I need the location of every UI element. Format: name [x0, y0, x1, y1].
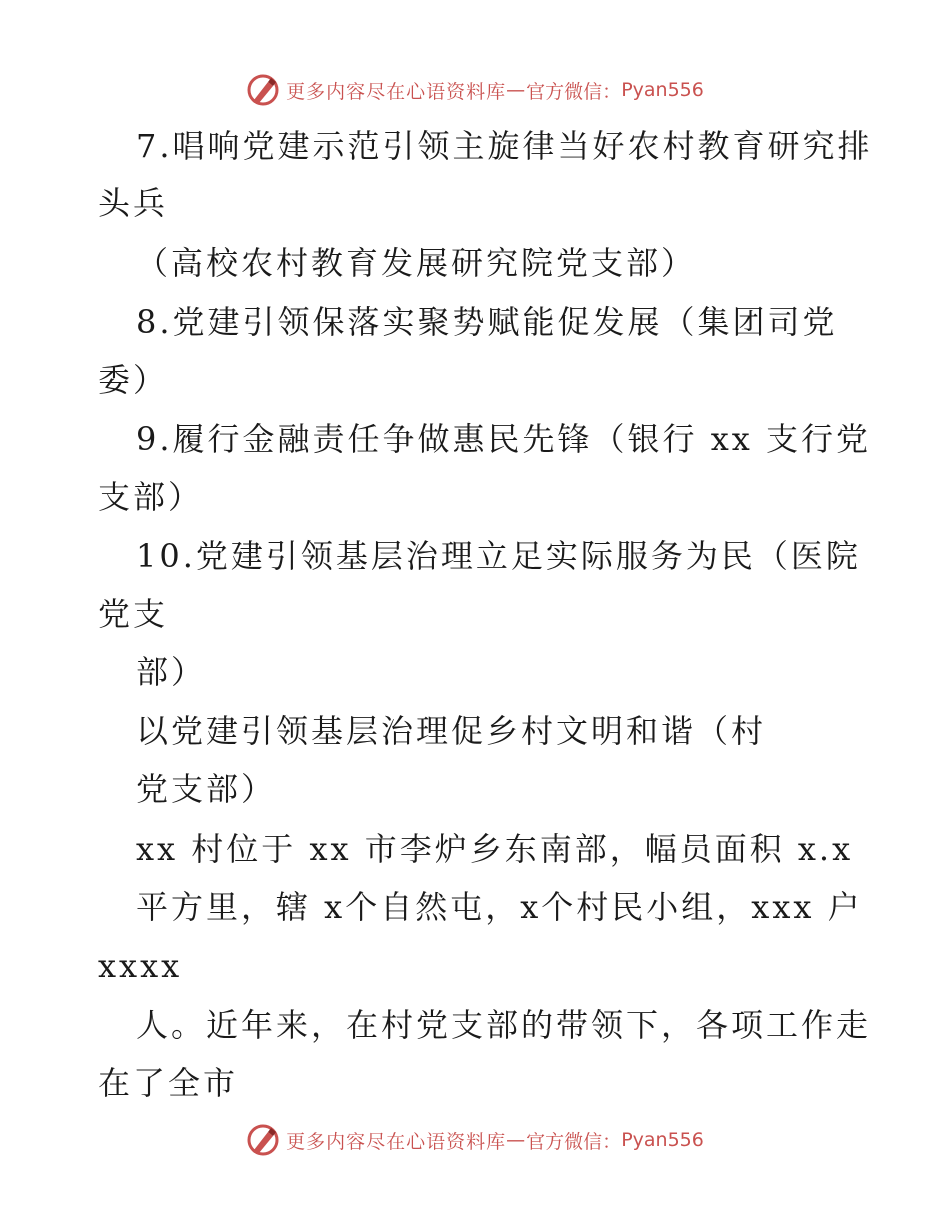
- text-line: 人。近年来，在村党支部的带领下，各项工作走: [136, 1006, 872, 1044]
- text-line: xx 村位于 xx 市李炉乡东南部，幅员面积 x.x: [136, 830, 854, 868]
- text-line: xxxx: [98, 947, 183, 985]
- promo-text: 更多内容尽在心语资料库: [286, 80, 507, 103]
- text-line: 党支部）: [136, 770, 277, 808]
- promo-text: 更多内容尽在心语资料库: [286, 1130, 507, 1153]
- wechat-id: Pyan556: [621, 1129, 704, 1151]
- wechat-id: Pyan556: [621, 79, 704, 101]
- pen-logo-icon: [246, 1123, 280, 1157]
- text-line: 在了全市: [98, 1064, 239, 1102]
- wechat-label: 官方微信：: [526, 1130, 622, 1153]
- pen-logo-icon: [246, 73, 280, 107]
- text-line: 7.唱响党建示范引领主旋律当好农村教育研究排: [136, 127, 873, 165]
- separator-dash: —: [506, 79, 527, 101]
- text-line: 支部）: [98, 478, 204, 516]
- text-line: 部）: [136, 653, 207, 691]
- text-line: 平方里，辖 x个自然屯，x个村民小组，xxx 户: [136, 888, 863, 926]
- separator-dash: —: [506, 1129, 527, 1151]
- wechat-label: 官方微信：: [526, 80, 622, 103]
- text-line: 10.党建引领基层治理立足实际服务为民（医院: [136, 537, 861, 575]
- footer-banner: [0, 1120, 950, 1160]
- header-banner: [0, 70, 950, 110]
- text-line: （高校农村教育发展研究院党支部）: [136, 244, 697, 282]
- text-line: 委）: [98, 361, 169, 399]
- text-line: 头兵: [98, 184, 169, 222]
- text-line: 9.履行金融责任争做惠民先锋（银行 xx 支行党: [136, 420, 871, 458]
- text-line: 以党建引领基层治理促乡村文明和谐（村: [136, 712, 767, 750]
- text-line: 8.党建引领保落实聚势赋能促发展（集团司党: [136, 303, 838, 341]
- text-line: 党支: [98, 595, 169, 633]
